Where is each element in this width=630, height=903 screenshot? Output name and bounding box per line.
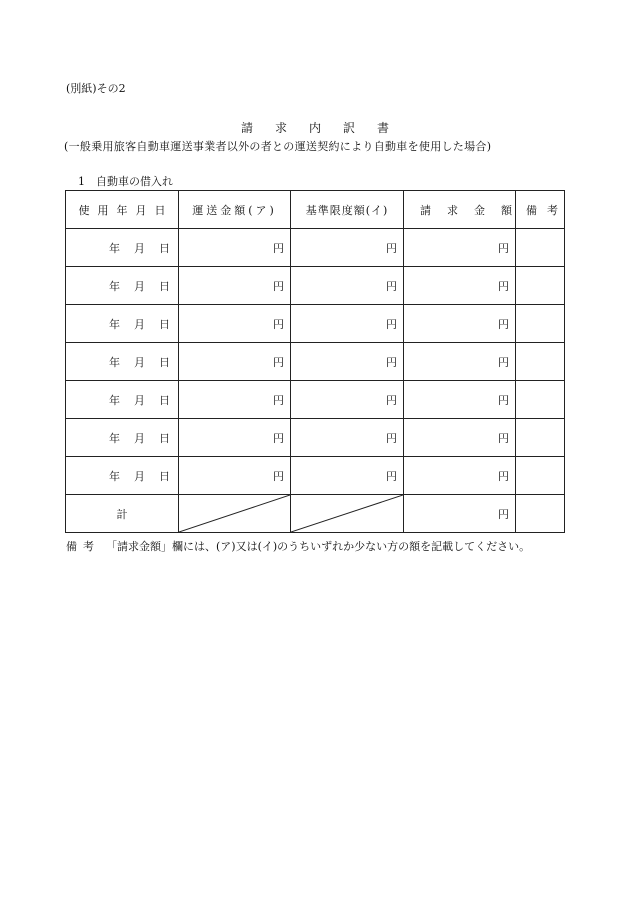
- usage-date-cell[interactable]: [66, 381, 179, 419]
- date-month-unit: 月: [134, 355, 145, 369]
- yen-unit: 円: [498, 355, 509, 369]
- table-row: [66, 343, 565, 381]
- yen-unit: 円: [498, 431, 509, 445]
- date-month-unit: 月: [134, 279, 145, 293]
- claim-amount-cell[interactable]: [404, 343, 516, 381]
- diagonal-line: [179, 495, 290, 532]
- header-usage-date: 使用年月日: [66, 191, 179, 229]
- usage-date-cell[interactable]: [66, 419, 179, 457]
- remark-label: 備考: [66, 540, 100, 553]
- date-year-unit: 年: [109, 355, 120, 369]
- limit-amount-cell[interactable]: [291, 305, 404, 343]
- yen-unit: 円: [273, 393, 284, 407]
- section-heading: [78, 173, 173, 189]
- limit-amount-cell[interactable]: [291, 419, 404, 457]
- yen-unit: 円: [386, 393, 397, 407]
- total-label: 計: [66, 495, 179, 533]
- claim-amount-cell[interactable]: [404, 267, 516, 305]
- yen-unit: 円: [386, 241, 397, 255]
- date-day-unit: 日: [159, 469, 170, 483]
- table-row: [66, 229, 565, 267]
- limit-amount-cell[interactable]: [291, 381, 404, 419]
- remark-text: 「請求金額」欄には、(ア)又は(イ)のうちいずれか少ない方の額を記載してください。: [106, 540, 531, 553]
- header-fare-amount: 運送金額(ア): [179, 191, 291, 229]
- note-cell[interactable]: [516, 419, 565, 457]
- yen-unit: 円: [386, 317, 397, 331]
- claim-amount-cell[interactable]: [404, 229, 516, 267]
- date-year-unit: 年: [109, 241, 120, 255]
- total-fare-blank: [179, 495, 291, 533]
- table-row: [66, 457, 565, 495]
- yen-unit: 円: [273, 279, 284, 293]
- usage-date-cell[interactable]: [66, 229, 179, 267]
- note-cell[interactable]: [516, 267, 565, 305]
- fare-amount-cell[interactable]: [179, 419, 291, 457]
- table-row: [66, 267, 565, 305]
- fare-amount-cell[interactable]: [179, 381, 291, 419]
- fare-amount-cell[interactable]: [179, 229, 291, 267]
- claim-amount-cell[interactable]: [404, 419, 516, 457]
- note-cell[interactable]: [516, 229, 565, 267]
- limit-amount-cell[interactable]: [291, 267, 404, 305]
- yen-unit: 円: [273, 241, 284, 255]
- yen-unit: 円: [273, 317, 284, 331]
- total-note-cell[interactable]: [516, 495, 565, 533]
- yen-unit: 円: [498, 393, 509, 407]
- header-claim-amount: 請求金額: [404, 191, 516, 229]
- header-notes: 備考: [516, 191, 565, 229]
- section-number: 1: [78, 175, 85, 188]
- total-limit-blank: [291, 495, 404, 533]
- document-title: 請求内訳書: [240, 121, 411, 135]
- table-row: [66, 305, 565, 343]
- table-row: [66, 419, 565, 457]
- table-row: [66, 381, 565, 419]
- usage-date-cell[interactable]: [66, 457, 179, 495]
- yen-unit: 円: [386, 469, 397, 483]
- yen-unit: 円: [386, 355, 397, 369]
- usage-date-cell[interactable]: [66, 267, 179, 305]
- date-month-unit: 月: [134, 317, 145, 331]
- fare-amount-cell[interactable]: [179, 267, 291, 305]
- limit-amount-cell[interactable]: [291, 457, 404, 495]
- date-month-unit: 月: [134, 469, 145, 483]
- fare-amount-cell[interactable]: [179, 457, 291, 495]
- date-day-unit: 日: [159, 241, 170, 255]
- yen-unit: 円: [498, 469, 509, 483]
- limit-amount-cell[interactable]: [291, 343, 404, 381]
- date-month-unit: 月: [134, 241, 145, 255]
- claim-amount-cell[interactable]: [404, 381, 516, 419]
- note-cell[interactable]: [516, 457, 565, 495]
- yen-unit: 円: [273, 469, 284, 483]
- total-row: [66, 495, 565, 533]
- yen-unit: 円: [498, 279, 509, 293]
- date-day-unit: 日: [159, 279, 170, 293]
- yen-unit: 円: [273, 431, 284, 445]
- total-claim-cell[interactable]: [404, 495, 516, 533]
- date-day-unit: 日: [159, 431, 170, 445]
- date-year-unit: 年: [109, 431, 120, 445]
- note-cell[interactable]: [516, 381, 565, 419]
- fare-amount-cell[interactable]: [179, 305, 291, 343]
- remark: [66, 538, 530, 554]
- page-label: (別紙)その2: [66, 82, 126, 95]
- yen-unit: 円: [386, 431, 397, 445]
- table-body: [66, 229, 565, 495]
- yen-unit: 円: [273, 355, 284, 369]
- claim-amount-cell[interactable]: [404, 305, 516, 343]
- date-day-unit: 日: [159, 393, 170, 407]
- yen-unit: 円: [498, 507, 509, 521]
- yen-unit: 円: [386, 279, 397, 293]
- date-day-unit: 日: [159, 317, 170, 331]
- date-year-unit: 年: [109, 279, 120, 293]
- document-subtitle: (一般乗用旅客自動車運送事業者以外の者との運送契約により自動車を使用した場合): [64, 140, 492, 153]
- table-header-row: [66, 191, 565, 229]
- note-cell[interactable]: [516, 305, 565, 343]
- date-year-unit: 年: [109, 393, 120, 407]
- date-year-unit: 年: [109, 317, 120, 331]
- date-year-unit: 年: [109, 469, 120, 483]
- date-month-unit: 月: [134, 431, 145, 445]
- usage-date-cell[interactable]: [66, 305, 179, 343]
- usage-date-cell[interactable]: [66, 343, 179, 381]
- yen-unit: 円: [498, 241, 509, 255]
- limit-amount-cell[interactable]: [291, 229, 404, 267]
- claim-amount-cell[interactable]: [404, 457, 516, 495]
- note-cell[interactable]: [516, 343, 565, 381]
- yen-unit: 円: [498, 317, 509, 331]
- date-day-unit: 日: [159, 355, 170, 369]
- fare-amount-cell[interactable]: [179, 343, 291, 381]
- rental-table: [65, 190, 568, 533]
- date-month-unit: 月: [134, 393, 145, 407]
- header-limit-amount: 基準限度額(イ): [291, 191, 404, 229]
- diagonal-line: [291, 495, 403, 532]
- section-heading-text: 自動車の借入れ: [96, 175, 173, 188]
